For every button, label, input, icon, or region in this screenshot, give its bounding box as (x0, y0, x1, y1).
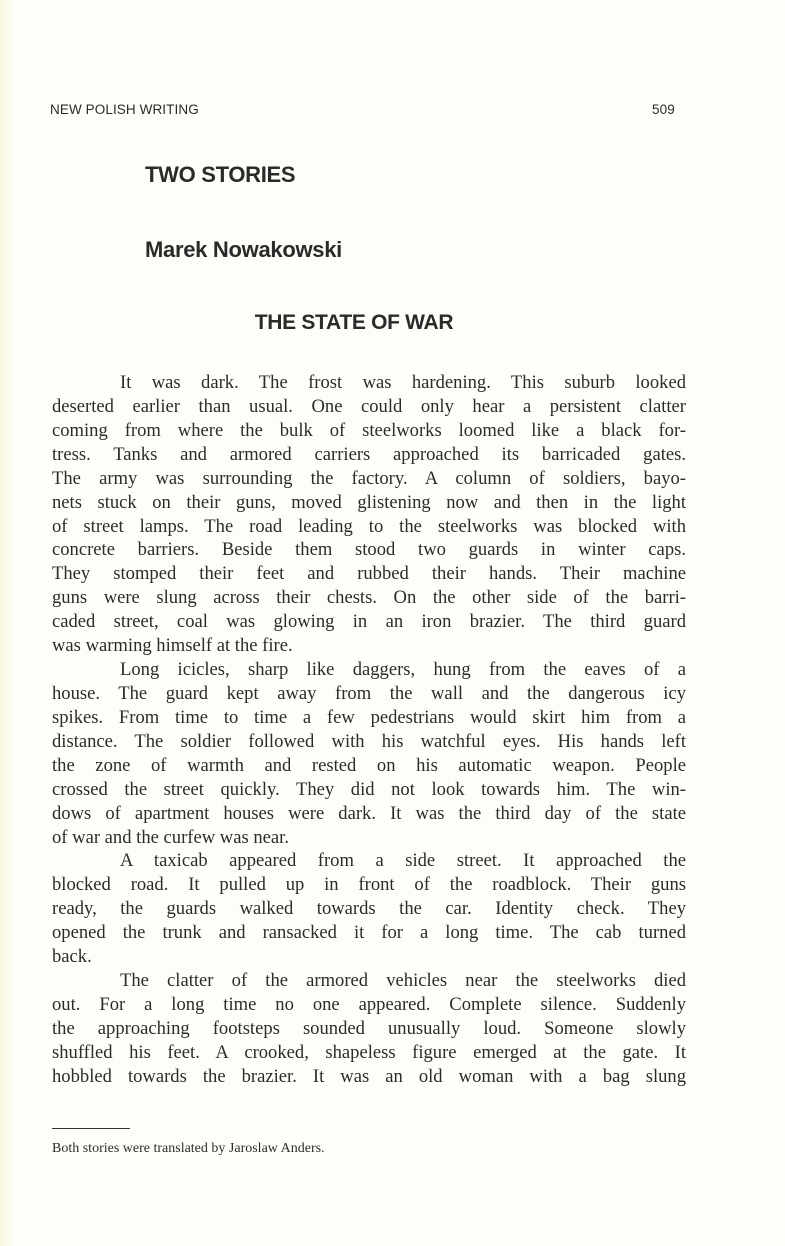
text-line: A taxicab appeared from a side street. It approached the (120, 850, 686, 872)
footnote-rule (52, 1128, 130, 1129)
text-line: blocked road. It pulled up in front of the roadblock. Their guns (52, 874, 686, 896)
paragraph (52, 371, 686, 658)
running-head: NEW POLISH WRITING (50, 102, 199, 117)
text-line: back. (52, 946, 92, 968)
text-line: the zone of warmth and rested on his automatic weapon. People (52, 754, 686, 776)
text-line: ready, the guards walked towards the car. Identity check. They (52, 898, 686, 920)
paragraph (52, 969, 686, 1089)
text-line: was warming himself at the fire. (52, 635, 293, 657)
text-line: of street lamps. The road leading to the steelworks was blocked with (52, 515, 686, 537)
text-line: coming from where the bulk of steelworks loomed like a black for- (52, 419, 686, 441)
page-number: 509 (652, 102, 675, 117)
text-line: crossed the street quickly. They did not look towards him. The win- (52, 778, 686, 800)
text-line: distance. The soldier followed with his watchful eyes. His hands left (52, 730, 686, 752)
author-name: Marek Nowakowski (145, 237, 342, 262)
page-edge-shadow (0, 0, 14, 1246)
text-line: of war and the curfew was near. (52, 826, 289, 848)
footnote: Both stories were translated by Jaroslaw Anders. (52, 1141, 325, 1156)
story-title: THE STATE OF WAR (254, 311, 454, 334)
text-line: The clatter of the armored vehicles near the steelworks died (120, 970, 686, 992)
text-line: guns were slung across their chests. On the other side of the barri- (52, 587, 686, 609)
text-line: Long icicles, sharp like daggers, hung from the eaves of a (120, 659, 686, 681)
text-line: hobbled towards the brazier. It was an old woman with a bag slung (52, 1065, 686, 1087)
text-line: nets stuck on their guns, moved glistening now and then in the light (52, 491, 686, 513)
story-body (52, 371, 686, 1089)
paragraph (52, 849, 686, 969)
text-line: shuffled his feet. A crooked, shapeless figure emerged at the gate. It (52, 1041, 686, 1063)
text-line: spikes. From time to time a few pedestrians would skirt him from a (52, 706, 686, 728)
section-title: TWO STORIES (145, 162, 296, 187)
text-line: They stomped their feet and rubbed their hands. Their machine (52, 563, 686, 585)
text-line: out. For a long time no one appeared. Complete silence. Suddenly (52, 993, 686, 1015)
paragraph (52, 658, 686, 849)
text-line: caded street, coal was glowing in an iron brazier. The third guard (52, 611, 686, 633)
text-line: dows of apartment houses were dark. It was the third day of the state (52, 802, 686, 824)
text-line: The army was surrounding the factory. A column of soldiers, bayo- (52, 467, 686, 489)
text-line: It was dark. The frost was hardening. This suburb looked (120, 372, 686, 393)
text-line: deserted earlier than usual. One could only hear a persistent clatter (52, 395, 686, 417)
text-line: concrete barriers. Beside them stood two guards in winter caps. (52, 539, 686, 561)
text-line: opened the trunk and ransacked it for a long time. The cab turned (52, 922, 686, 944)
text-line: house. The guard kept away from the wall and the dangerous icy (52, 682, 686, 704)
text-line: the approaching footsteps sounded unusually loud. Someone slowly (52, 1017, 686, 1039)
text-line: tress. Tanks and armored carriers approached its barricaded gates. (52, 443, 686, 465)
